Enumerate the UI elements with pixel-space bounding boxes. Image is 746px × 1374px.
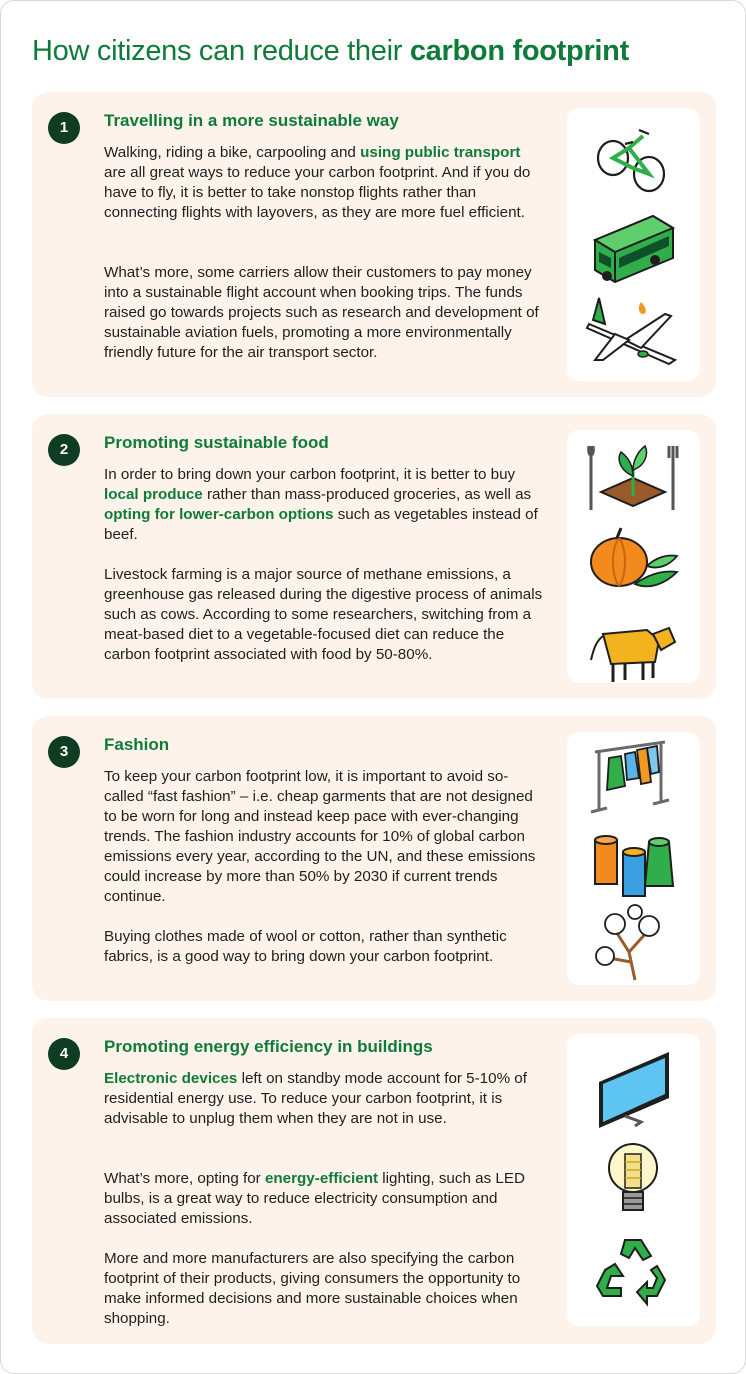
bicycle-icon [585,118,681,198]
highlight-text: using public transport [360,144,521,161]
cotton-plant-icon [585,902,681,982]
illustration-panel [567,108,700,381]
section-number-badge: 1 [48,112,80,144]
pumpkin-icon [585,522,681,602]
section-paragraph: Electronic devices left on standby mode account for 5-10% of residential energy use. To reduce your carbon footprint, it is advisable to unplug them when they are not in use. [104,1070,527,1127]
airplane-icon [585,294,681,374]
section-card-food [32,414,716,699]
title-emphasis: carbon footprint [409,35,629,67]
clothes-rack-icon [585,738,681,818]
recycle-icon [585,1232,681,1312]
highlight-text: energy-efficient [264,1170,379,1187]
page-title [32,31,722,71]
section-heading: Promoting sustainable food [104,433,329,452]
section-heading: Travelling in a more sustainable way [104,111,399,130]
thread-spools-icon [585,826,681,906]
section-paragraph: Buying clothes made of wool or cotton, rather than synthetic fabrics, is a good way to bring down your carbon footprint. [104,928,507,965]
cow-icon [585,608,681,688]
section-heading: Fashion [104,735,170,754]
section-paragraph: More and more manufacturers are also specifying the carbon footprint of their products, giving consumers the opportunity to make informed decisions and more sustainable choices when shopping. [104,1250,521,1327]
section-paragraph: In order to bring down your carbon footprint, it is better to buy local produce rather than mass-produced groceries, as well as opting for lower-carbon options such as vegetables instead of beef. [104,466,538,543]
section-number-badge: 2 [48,434,80,466]
section-paragraph: To keep your carbon footprint low, it is important to avoid so-called “fast fashion” – i.e. cheap garments that are not designed to be worn for long and instead keep pace with ever-changing trends. The fashion industry accounts for 10% of global carbon emissions every year, according to the UN, and these emissions could increase by more than 50% by 2030 if current trends continue. [104,768,536,905]
section-card-fashion [32,716,716,1001]
section-paragraph: What’s more, opting for energy-efficient lighting, such as LED bulbs, is a great way to reduce electricity consumption and associated emissions. [104,1170,525,1227]
section-number-badge: 3 [48,736,80,768]
led-bulb-icon [585,1140,681,1220]
section-paragraph: Livestock farming is a major source of methane emissions, a greenhouse gas released during the digestive process of animals such as cows. According to some researchers, switching from a meat-based diet to a vegetable-focused diet can reduce the carbon footprint associated with food by 50-80%. [104,566,543,663]
section-card-travel [32,92,716,397]
highlight-text: Electronic devices [104,1070,238,1087]
section-paragraph: Walking, riding a bike, carpooling and using public transport are all great ways to reduce your carbon footprint. And if you do have to fly, it is better to take nonstop flights rather than connecting flights with layovers, as they are more fuel efficient. [104,144,531,221]
section-heading: Promoting energy efficiency in buildings [104,1037,433,1056]
section-number-badge: 4 [48,1038,80,1070]
plant-plate-icon [585,436,681,516]
illustration-panel [567,430,700,683]
section-card-energy [32,1018,716,1344]
highlight-text: opting for lower-carbon options [104,506,334,523]
section-paragraph: What’s more, some carriers allow their customers to pay money into a sustainable flight account when booking trips. The funds raised go towards projects such as research and development of sustainable aviation fuels, promoting a more environmentally friendly future for the air transport sector. [104,264,539,361]
monitor-icon [585,1048,681,1128]
title-lead: How citizens can reduce their [32,35,410,67]
highlight-text: local produce [104,486,203,503]
bus-icon [585,206,681,286]
illustration-panel [567,1034,700,1326]
illustration-panel [567,732,700,985]
